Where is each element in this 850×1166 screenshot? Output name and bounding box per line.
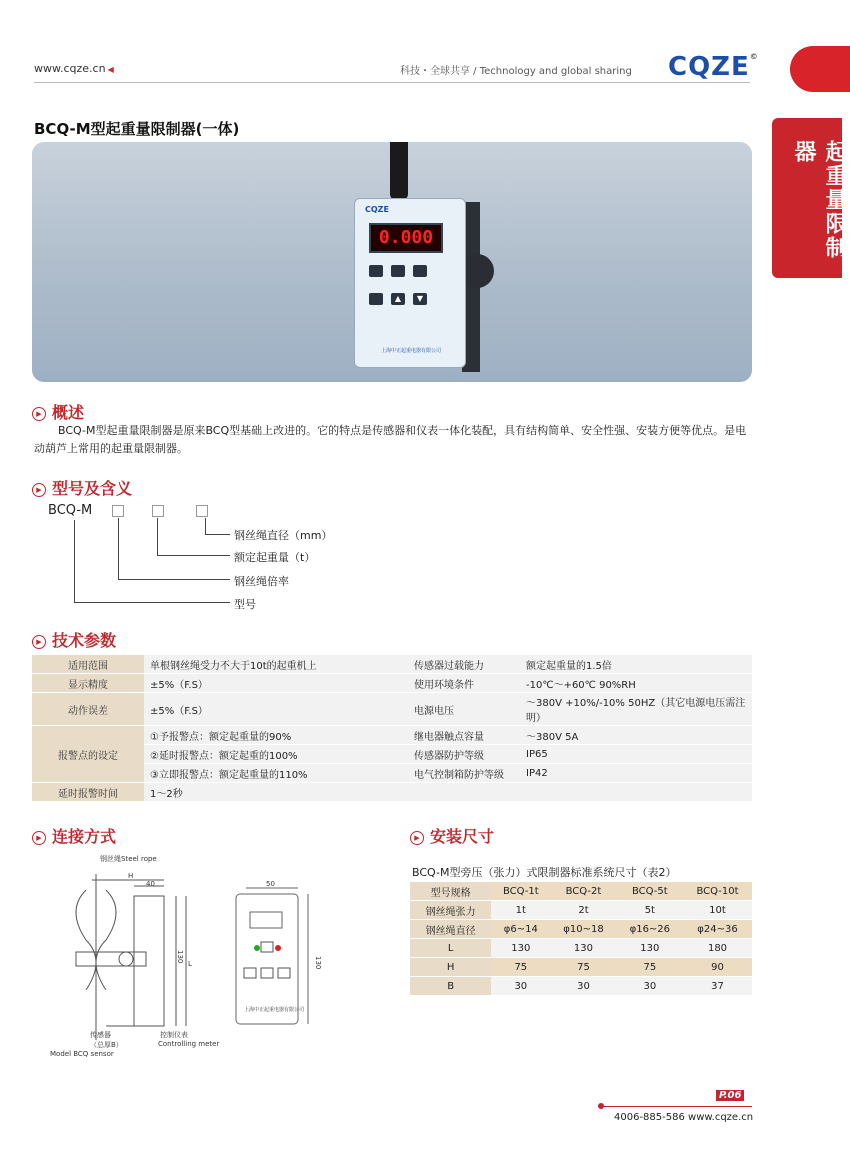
play-icon: ▶ [32,635,46,649]
cell: 传感器过载能力 [406,655,520,674]
cell: 75 [617,958,683,977]
model-box [112,505,124,517]
header-slogan: 科技・全球共享 / Technology and global sharing [400,66,632,77]
cell: 5t [617,901,683,920]
cell: 钢丝绳直径 [410,920,491,939]
cell: -10℃～+60℃ 90%RH [520,674,752,693]
section-model: ▶ 型号及含义 [32,476,132,499]
cell: 75 [491,958,550,977]
section-connection: ▶ 连接方式 [32,824,116,847]
connector-line [205,518,206,534]
connector-line [157,518,158,555]
cell: 180 [683,939,752,958]
model-code: BCQ-M [48,503,93,518]
cell: φ6~14 [491,920,550,939]
limiter-device [354,198,466,368]
label-L: L [188,960,192,968]
footer-contact: 4006-885-586 www.cqze.cn [614,1112,754,1123]
cell: 30 [617,977,683,996]
section-specs: ▶ 技术参数 [32,628,116,651]
label-rated-load: 额定起重量（t） [234,551,316,564]
cell: ±5%（F.S） [144,693,406,726]
cell: 10t [683,901,752,920]
label-meter-en: Controlling meter [158,1040,220,1048]
cell: 电源电压 [406,693,520,726]
connection-diagram [46,850,336,1060]
logo: CQZE© [668,52,759,82]
table-row [32,674,752,693]
cell: 继电器触点容量 [406,726,520,745]
cable [390,142,408,200]
cell: ～380V +10%/-10% 50HZ（其它电源电压需注明） [520,693,752,726]
install-caption: BCQ-M型旁压（张力）式限制器标准系统尺寸（表2） [412,866,677,879]
cell: 30 [550,977,616,996]
device-brand: CQZE [365,205,389,214]
table-row [410,920,752,939]
device-footer: 上海中正起重电器有限公司 [380,348,441,354]
header-divider [34,82,750,83]
meter-footer: 上海中正起重电器有限公司 [244,1007,305,1013]
cell: 适用范围 [32,655,144,674]
table-row [32,783,752,802]
cell: BCQ-2t [550,882,616,901]
cell: H [410,958,491,977]
cell: 90 [683,958,752,977]
cell: B [410,977,491,996]
device-button [391,265,405,277]
device-display: 0.000 [369,223,443,253]
table-row [410,958,752,977]
header-url[interactable]: www.cqze.cn ◀ [34,62,114,75]
cell: 单根钢丝绳受力不大于10t的起重机上 [144,655,406,674]
play-icon: ▶ [410,831,424,845]
label-meter: 控制仪表 [160,1031,188,1039]
cell: 30 [491,977,550,996]
label-rope-ratio: 钢丝绳倍率 [234,575,289,588]
side-tab: 起重量限制器 [772,118,842,278]
cell [406,783,520,802]
table-row [410,977,752,996]
model-box [152,505,164,517]
up-icon: ▲ [391,293,405,305]
red-corner-tab [790,46,850,92]
cell: ±5%（F.S） [144,674,406,693]
cell: IP42 [520,764,752,783]
cell: 1t [491,901,550,920]
cell: ～380V 5A [520,726,752,745]
cell: φ24~36 [683,920,752,939]
table-row [32,693,752,726]
install-table [410,882,752,996]
cell: 延时报警时间 [32,783,144,802]
label-sensor-en: Model BCQ sensor [50,1050,114,1058]
cell: 钢丝绳张力 [410,901,491,920]
cell: 2t [550,901,616,920]
cell: ①予报警点：额定起重量的90% [144,726,406,745]
cell [520,783,752,802]
cell: BCQ-5t [617,882,683,901]
overview-text: BCQ-M型起重量限制器是原来BCQ型基础上改进的。它的特点是传感器和仪表一体化装配，具有结构简单、安全性强、安装方便等优点。是电动葫芦上常用的起重量限制器。 [34,424,747,455]
cell: φ16~26 [617,920,683,939]
footer-dot [598,1103,604,1109]
table-row [410,882,752,901]
cell: 130 [617,939,683,958]
cell: 130 [491,939,550,958]
label-40: 40 [146,880,155,888]
connector-line [74,602,230,603]
cell: BCQ-10t [683,882,752,901]
cell: L [410,939,491,958]
label-130: 130 [176,950,184,964]
model-box [196,505,208,517]
connector-line [205,534,230,535]
table-row [32,726,752,745]
cell: 130 [550,939,616,958]
connector-line [118,579,230,580]
device-button [369,293,383,305]
table-row [410,901,752,920]
section-install: ▶ 安装尺寸 [410,824,494,847]
table-row [32,655,752,674]
down-icon: ▼ [413,293,427,305]
cell: 37 [683,977,752,996]
label-sensor: 传感器 [90,1031,111,1039]
label-H: H [128,872,134,880]
label-50: 50 [266,880,275,888]
connector-line [157,555,230,556]
spec-table [32,655,752,802]
cell: 额定起重量的1.5倍 [520,655,752,674]
connector-line [74,520,75,602]
cell: 传感器防护等级 [406,745,520,764]
cell: ③立即报警点：额定起重量的110% [144,764,406,783]
play-icon: ▶ [32,407,46,421]
label-rope-diameter: 钢丝绳直径（mm） [234,529,333,542]
cell: 1～2秒 [144,783,406,802]
cell: 动作误差 [32,693,144,726]
connector-line [118,518,119,579]
label-steel-rope: 钢丝绳Steel rope [100,855,157,863]
cell: 显示精度 [32,674,144,693]
product-photo [32,142,752,382]
label-model: 型号 [234,598,256,611]
page-number: P.06 [716,1090,744,1101]
cell: 报警点的设定 [32,726,144,783]
arrow-icon: ◀ [107,65,114,74]
device-button [369,265,383,277]
play-icon: ▶ [32,483,46,497]
footer-line [600,1106,752,1107]
cell: 使用环境条件 [406,674,520,693]
cell: 75 [550,958,616,977]
cell: ②延时报警点：额定起重的100% [144,745,406,764]
cell: φ10~18 [550,920,616,939]
device-button [413,265,427,277]
page-title: BCQ-M型起重量限制器(一体) [34,120,240,138]
cell: 型号规格 [410,882,491,901]
section-overview: ▶ 概述 [32,400,84,423]
play-icon: ▶ [32,831,46,845]
cell: 电气控制箱防护等级 [406,764,520,783]
cell: BCQ-1t [491,882,550,901]
cell: IP65 [520,745,752,764]
label-sensor-sub: （总厚B） [90,1041,123,1049]
label-130b: 130 [314,956,322,970]
table-row [410,939,752,958]
